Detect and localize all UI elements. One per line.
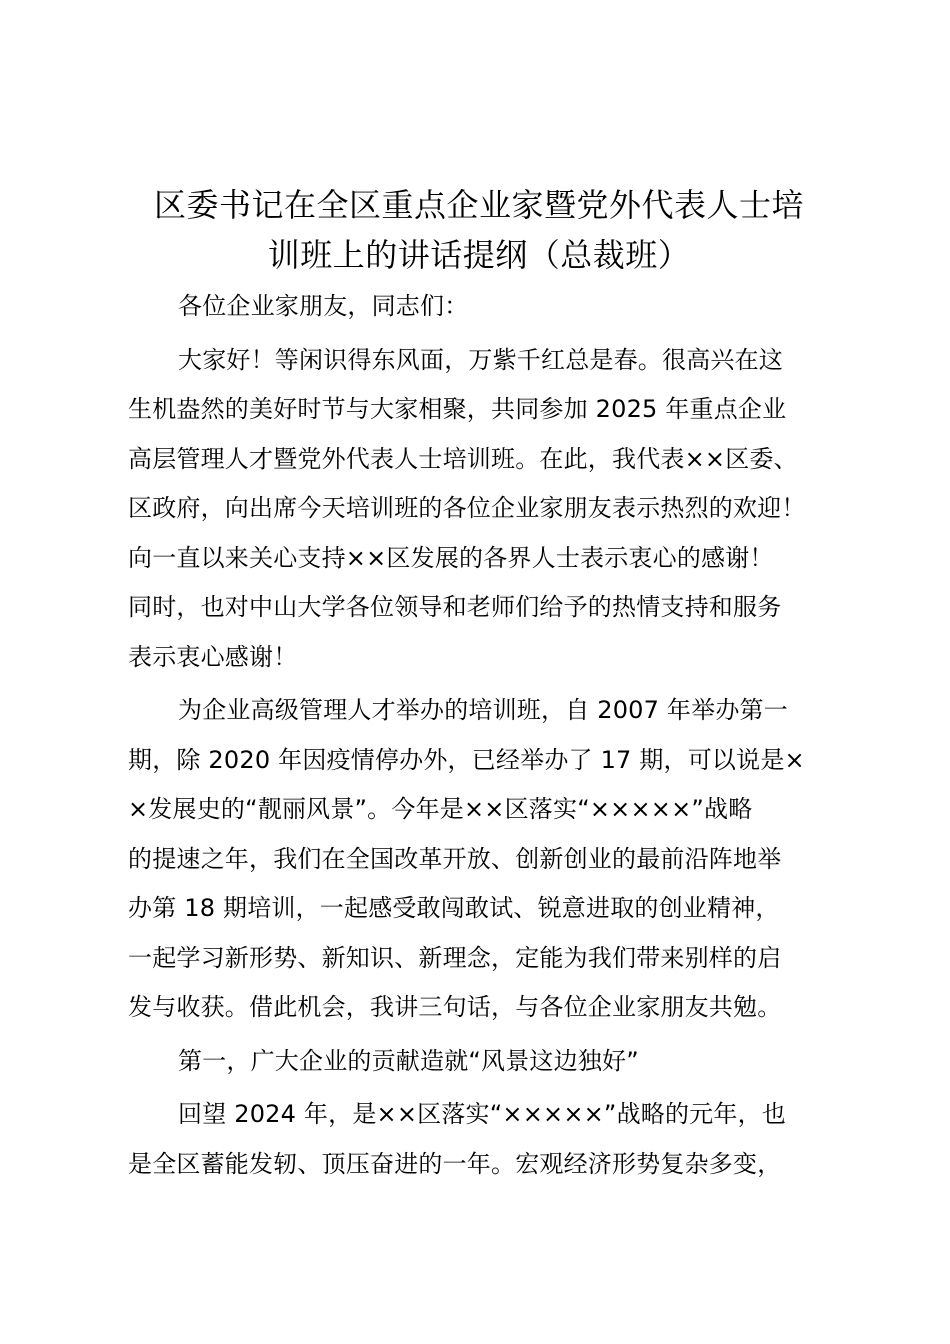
paragraph-2-line: 期，除 2020 年因疫情停办外，已经举办了 17 期，可以说是× — [128, 745, 805, 774]
paragraph-2-line: 办第 18 期培训，一起感受敢闯敢试、锐意进取的创业精神， — [128, 894, 780, 922]
paragraph-2-line: ×发展史的“靓丽风景”。今年是××区落实“×××××”战略 — [128, 795, 753, 823]
paragraph-1-line: 区政府，向出席今天培训班的各位企业家朋友表示热烈的欢迎！ — [128, 494, 806, 522]
paragraph-1-line: 向一直以来关心支持××区发展的各界人士表示衷心的感谢！ — [128, 543, 774, 572]
paragraph-1-line: 表示衷心感谢！ — [128, 642, 298, 671]
paragraph-3-line: 是全区蓄能发轫、顶压奋进的一年。宏观经济形势复杂多变， — [128, 1149, 782, 1178]
paragraph-2-line: 发与收获。借此机会，我讲三句话，与各位企业家朋友共勉。 — [128, 993, 782, 1021]
paragraph-1-line: 同时，也对中山大学各位领导和老师们给予的热情支持和服务 — [128, 593, 782, 621]
document-title — [120, 180, 838, 280]
paragraph-2-line: 的提速之年，我们在全国改革开放、创新创业的最前沿阵地举 — [128, 844, 782, 873]
document-body — [128, 282, 846, 1189]
paragraph-2-line: 为企业高级管理人才举办的培训班，自 2007 年举办第一 — [178, 696, 788, 724]
section-heading-1: 第一，广大企业的贡献造就“风景这边独好” — [178, 1046, 639, 1075]
paragraph-2-line: 一起学习新形势、新知识、新理念，定能为我们带来别样的启 — [128, 943, 782, 972]
paragraph-1-line: 高层管理人才暨党外代表人士培训班。在此，我代表××区委、 — [128, 444, 798, 473]
paragraph-1-line: 大家好！等闲识得东风面，万紫千红总是春。很高兴在这 — [178, 345, 783, 374]
title-line-1: 区委书记在全区重点企业家暨党外代表人士培 — [153, 186, 804, 224]
paragraph-1-line: 生机盎然的美好时节与大家相聚，共同参加 2025 年重点企业 — [128, 395, 787, 423]
paragraph-3-line: 回望 2024 年，是××区落实“×××××”战略的元年，也 — [178, 1100, 786, 1128]
title-line-2: 训班上的讲话提纲（总裁班） — [267, 236, 691, 274]
salutation: 各位企业家朋友，同志们： — [178, 292, 469, 320]
